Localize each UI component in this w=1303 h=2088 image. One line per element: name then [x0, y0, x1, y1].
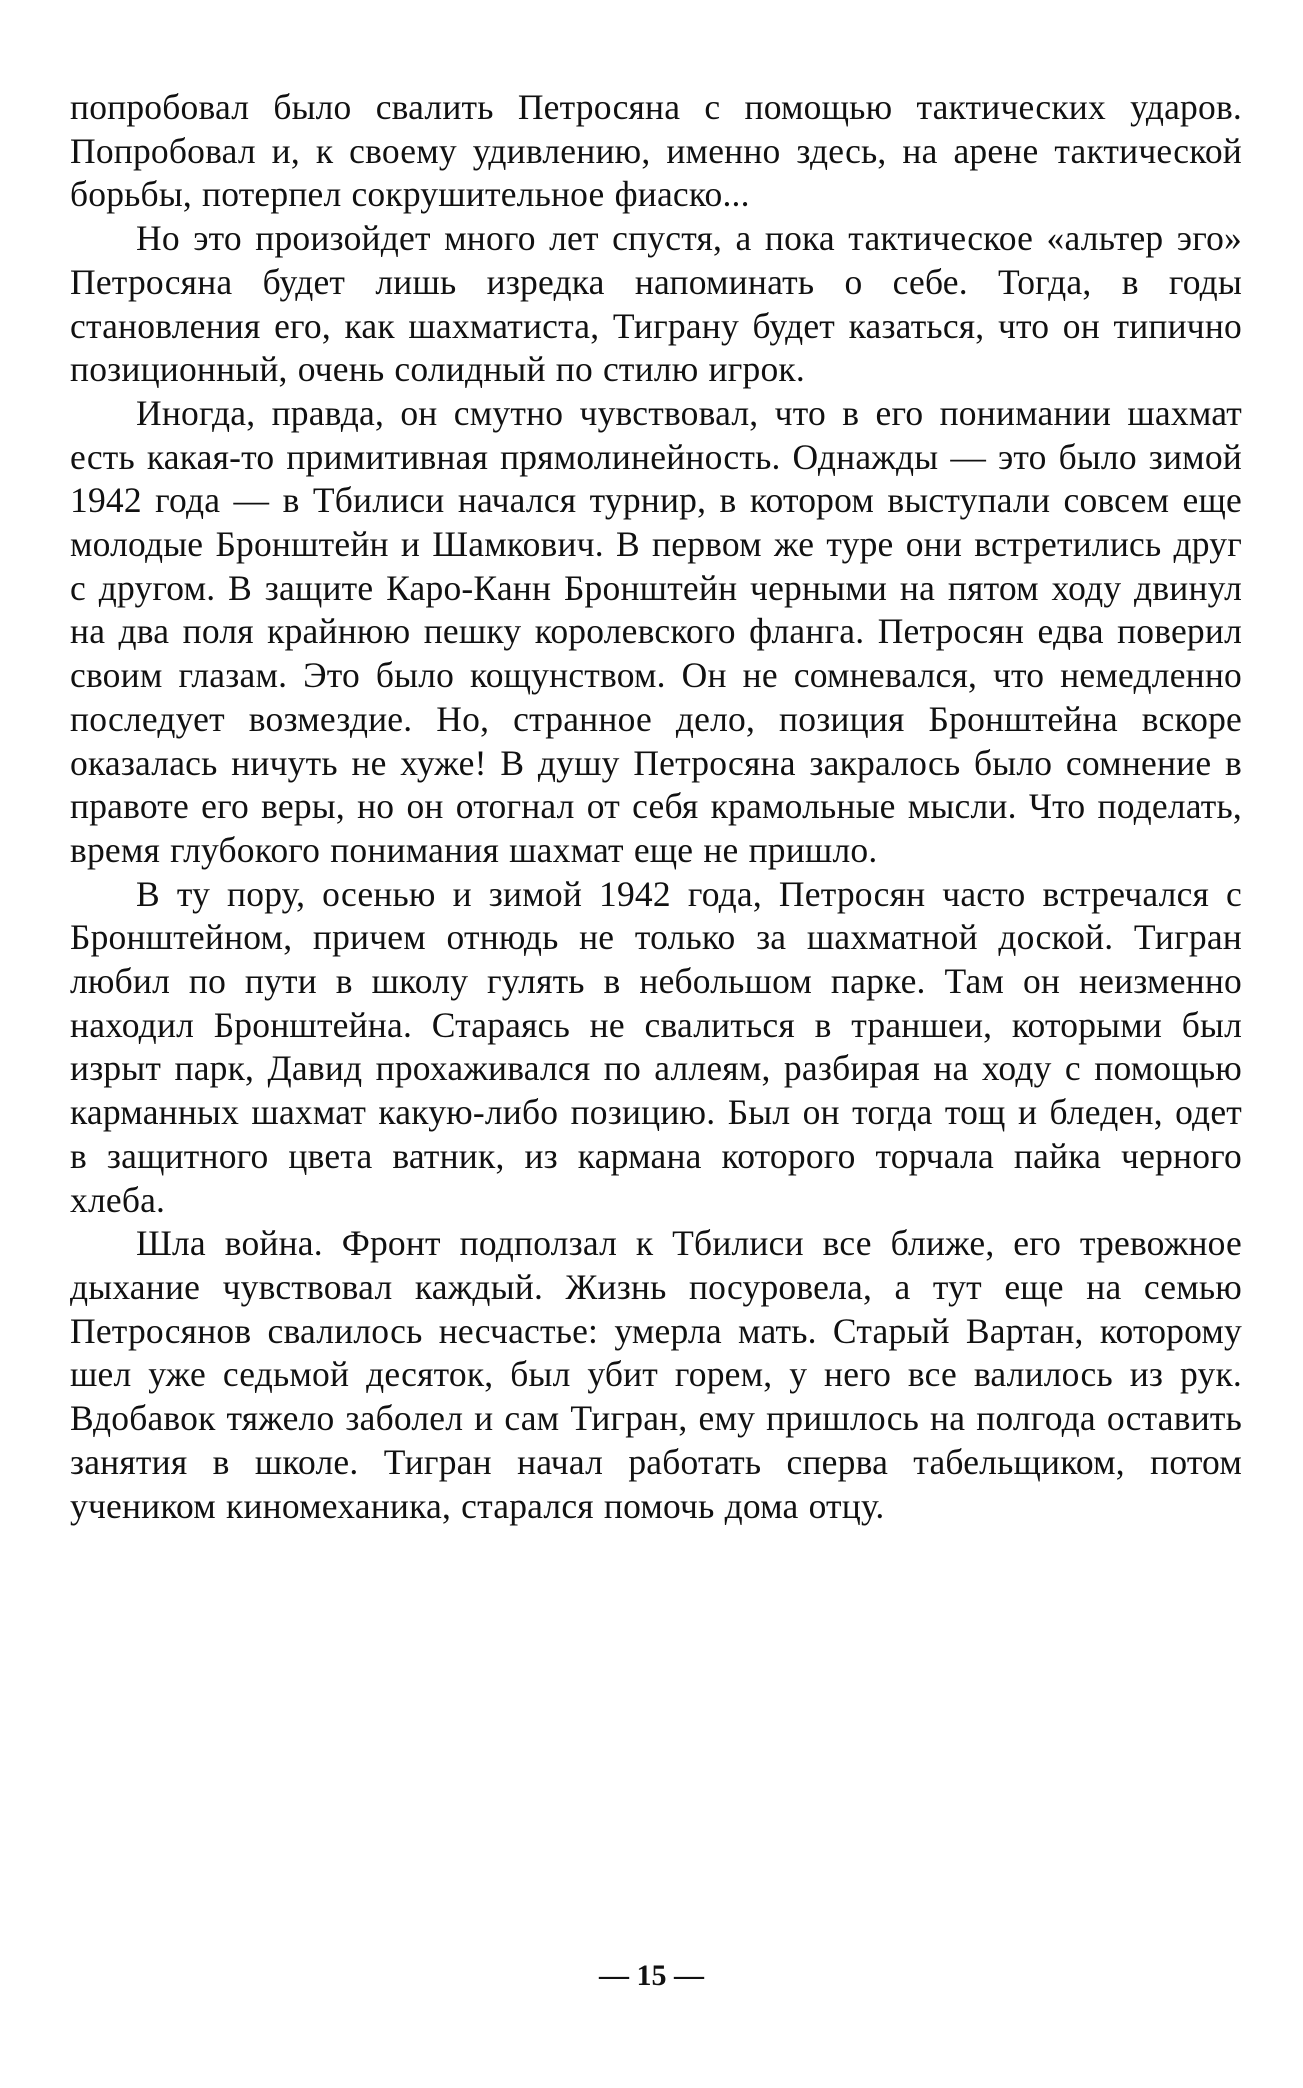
paragraph: В ту пору, осенью и зимой 1942 года, Петросян часто встречался с Бронштейном, причем отнюдь не только за шахматной доской. Тигран любил по пути в школу гулять в небольшом парке. Там он неизменно находил Бронштейна. Стараясь не свалиться в траншеи, которыми был изрыт парк, Давид прохаживался по аллеям, разбирая на ходу с помощью карманных шахмат какую-либо позицию. Был он тогда тощ и бледен, одет в защитного цвета ватник, из кармана которого торчала пайка черного хлеба.	[70, 873, 1242, 1220]
paragraph-continuation: попробовал было свалить Петросяна с помощью тактических ударов. Попробовал и, к своему удивлению, именно здесь, на арене тактической борьбы, потерпел сокрушительное фиаско...	[70, 87, 1242, 215]
paragraph: Шла война. Фронт подползал к Тбилиси все ближе, его тревожное дыхание чувствовал каждый. Жизнь посуровела, а тут еще на семью Петросянов свалилось несчастье: умерла мать. Старый Вартан, которому шел уже седьмой десяток, был убит горем, у него все валилось из рук. Вдобавок тяжело заболел и сам Тигран, ему пришлось на полгода оставить занятия в школе. Тигран начал работать сперва табельщиком, потом учеником киномеханика, старался помочь дома отцу.	[70, 1223, 1242, 1526]
body-text	[70, 86, 1242, 1528]
paragraph: Иногда, правда, он смутно чувствовал, что в его понимании шахмат есть какая-то примитивная прямолинейность. Однажды — это было зимой 1942 года — в Тбилиси начался турнир, в котором выступали совсем еще молодые Бронштейн и Шамкович. В первом же туре они встретились друг с другом. В защите Каро-Канн Бронштейн черными на пятом ходу двинул на два поля крайнюю пешку королевского фланга. Петросян едва поверил своим глазам. Это было кощунством. Он не сомневался, что немедленно последует возмездие. Но, странное дело, позиция Бронштейна вскоре оказалась ничуть не хуже! В душу Петросяна закралось было сомнение в правоте его веры, но он отогнал от себя крамольные мысли. Что поделать, время глубокого понимания шахмат еще не пришло.	[70, 392, 1242, 870]
page-number: — 15 —	[599, 1959, 704, 1992]
paragraph: Но это произойдет много лет спустя, а пока тактическое «альтер эго» Петросяна будет лишь изредка напоминать о себе. Тогда, в годы становления его, как шахматиста, Тиграну будет казаться, что он типично позиционный, очень солидный по стилю игрок.	[70, 218, 1242, 390]
